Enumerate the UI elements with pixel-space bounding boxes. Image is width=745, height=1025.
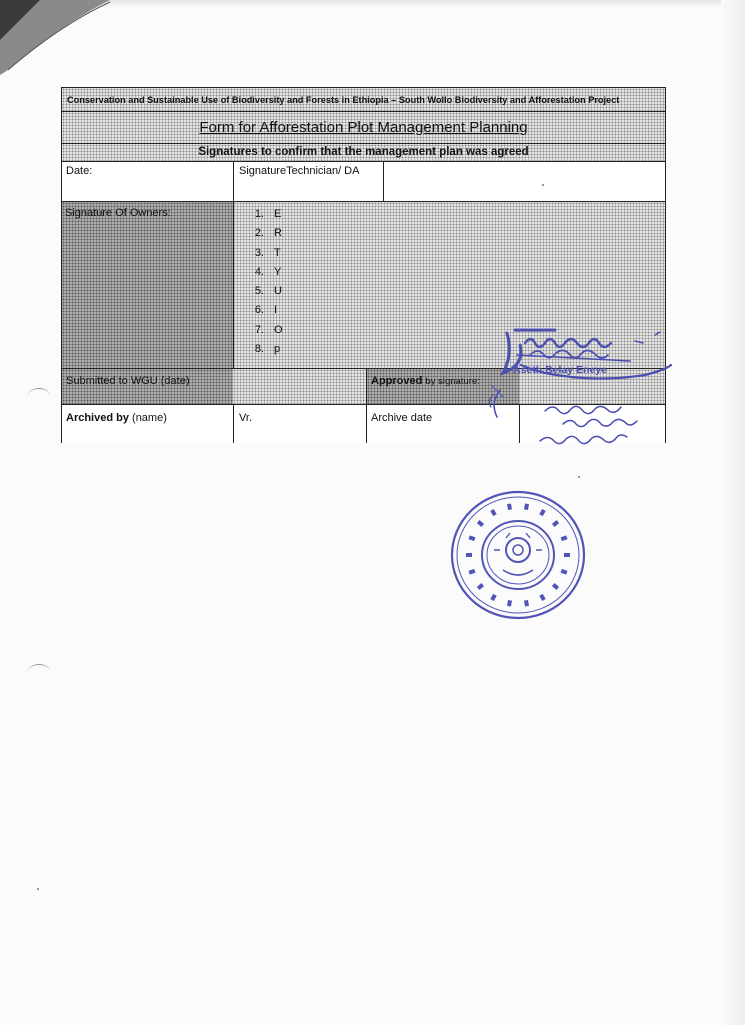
stamp-name: Aseth Belay Eneye (513, 364, 607, 376)
owner-signature: T (274, 246, 281, 259)
owner-entry[interactable]: 3. T (242, 247, 283, 266)
archived-by-label-cell (62, 405, 233, 443)
owner-entry[interactable]: 1. E (242, 208, 283, 227)
submitted-date-field[interactable] (233, 369, 366, 404)
owner-signature: p (274, 343, 281, 356)
owner-entry[interactable]: 8. p (242, 343, 283, 362)
owner-entry[interactable]: 7. O (242, 324, 283, 343)
owner-signature: I (274, 304, 278, 317)
date-row (62, 162, 665, 202)
scan-speck (37, 888, 39, 890)
approved-label: Approved (371, 375, 423, 387)
official-signature-stamp (445, 325, 680, 455)
date-cell[interactable] (62, 162, 233, 201)
project-header: Conservation and Sustainable Use of Biodiversity and Forests in Ethiopia – South Wollo Biodiversity and Afforestation Project (67, 95, 620, 105)
owners-label: Signature Of Owners: (65, 207, 171, 219)
owner-signature: O (274, 323, 283, 336)
technician-signature-field[interactable] (383, 162, 665, 201)
owner-entry[interactable]: 6. I (242, 304, 283, 323)
owner-entry[interactable]: 4. Y (242, 266, 283, 285)
folded-corner (0, 0, 120, 80)
date-label: Date: (66, 165, 93, 177)
round-official-seal (448, 488, 588, 623)
owner-signature: R (274, 227, 282, 240)
page-right-edge (721, 0, 745, 1025)
owner-entry[interactable]: 2. R (242, 227, 283, 246)
technician-label: SignatureTechnician/ DA (239, 165, 360, 177)
archived-by-value: Vr. (239, 412, 253, 424)
submitted-label: Submitted to WGU (date) (66, 375, 190, 387)
signatures-confirm-row (62, 144, 665, 162)
owner-entry[interactable]: 5. U (242, 285, 283, 304)
title-row (62, 112, 665, 144)
owner-signature: Y (274, 265, 282, 278)
signatures-confirm-heading: Signatures to confirm that the management plan was agreed (198, 146, 529, 158)
owners-label-cell (62, 202, 233, 368)
archived-label: Archived by (66, 412, 129, 424)
punch-hole-mark (28, 664, 50, 679)
archived-by-field[interactable] (233, 405, 366, 443)
form-title: Form for Afforestation Plot Management Planning (199, 119, 528, 136)
punch-hole-mark (28, 388, 50, 403)
approved-suffix: by signature: (425, 376, 480, 387)
owner-list (242, 208, 283, 362)
scan-speck (578, 476, 580, 478)
owner-signature: U (274, 285, 282, 298)
submitted-label-cell (62, 369, 233, 404)
archive-date-label: Archive date (371, 412, 433, 424)
owner-signature: E (274, 208, 282, 220)
archived-suffix: (name) (132, 412, 167, 424)
scan-speck (542, 184, 544, 186)
technician-signature-cell[interactable] (233, 162, 383, 201)
project-header-row (62, 88, 665, 112)
